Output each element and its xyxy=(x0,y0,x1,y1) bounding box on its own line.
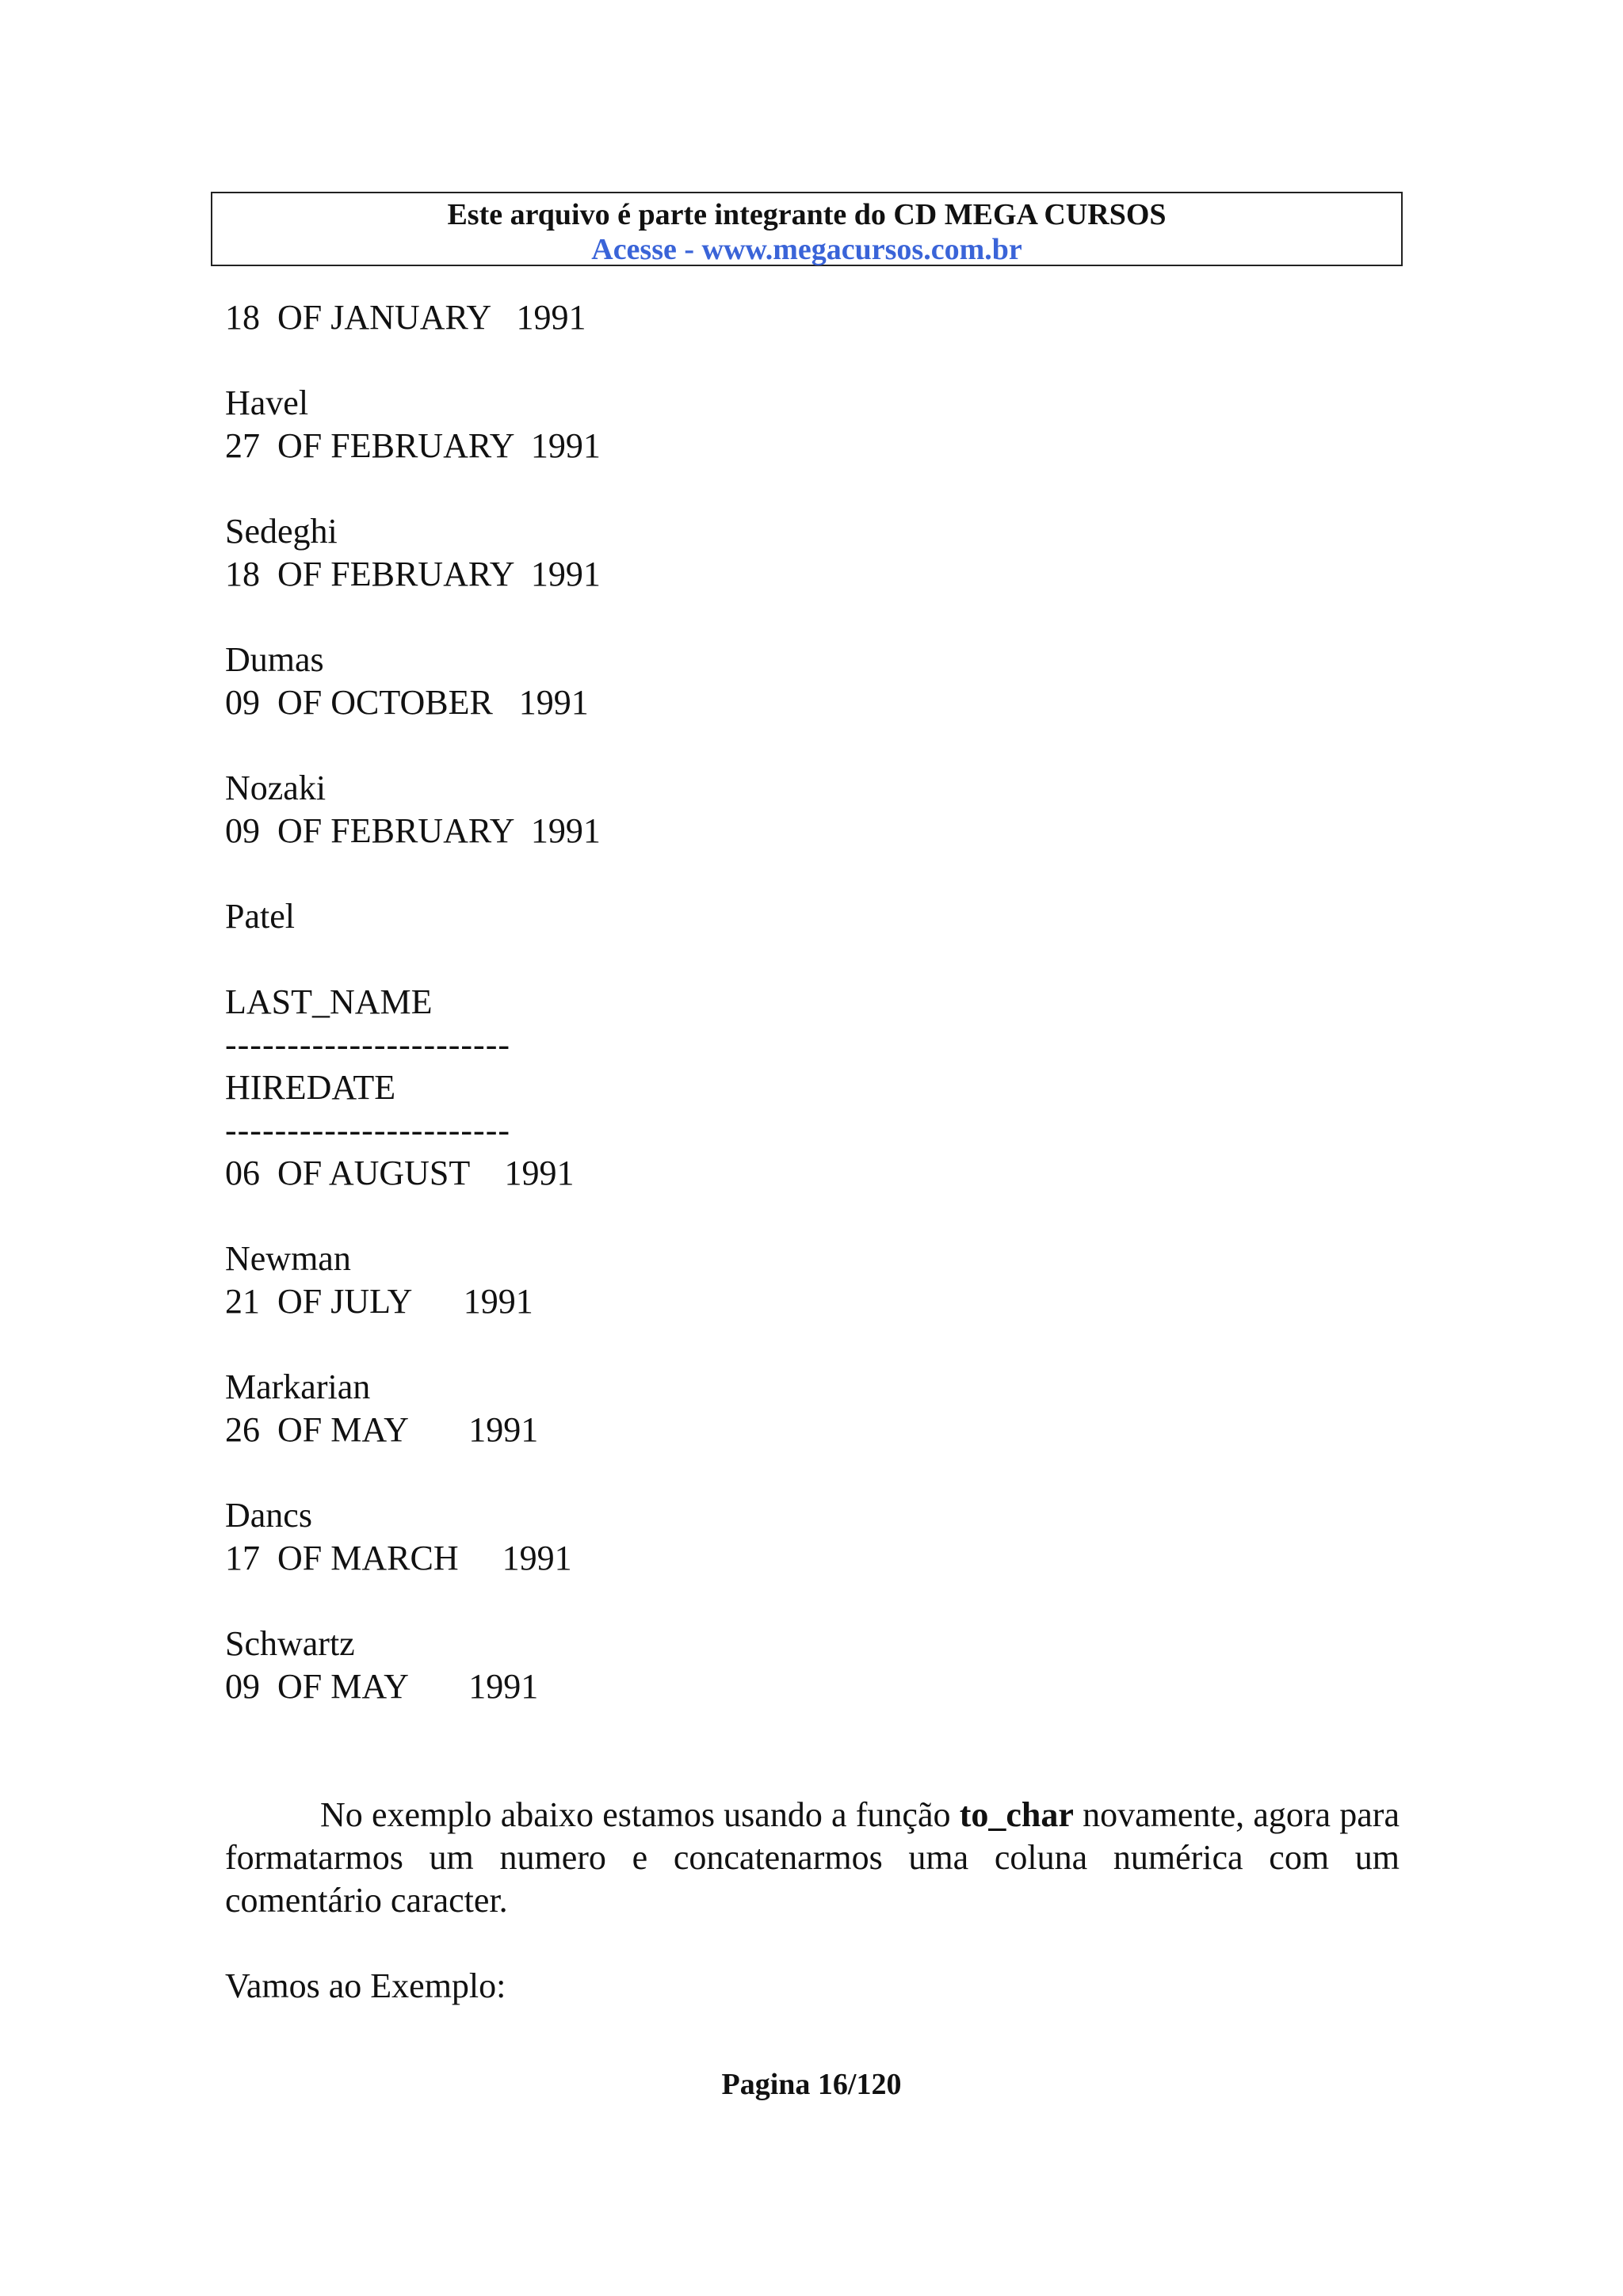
blank-line xyxy=(225,938,1414,981)
output-line: 27 OF FEBRUARY 1991 xyxy=(225,426,601,465)
paragraph-text: novamente, agora para formatarmos um numero e concatenarmos uma coluna numérica com um comentário caracter. xyxy=(225,1795,1400,1920)
output-line: 06 OF AUGUST 1991 xyxy=(225,1154,575,1192)
blank-line xyxy=(225,467,1414,510)
header-link[interactable]: Acesse - www.megacursos.com.br xyxy=(591,233,1022,266)
column-separator: ----------------------- xyxy=(225,1111,511,1150)
output-line: Schwartz xyxy=(225,1624,355,1663)
paragraph-text: No exemplo abaixo estamos usando a função xyxy=(320,1795,960,1834)
column-separator: ----------------------- xyxy=(225,1025,511,1064)
output-line: 09 OF FEBRUARY 1991 xyxy=(225,811,601,850)
blank-line xyxy=(225,596,1414,639)
output-line: 18 OF JANUARY 1991 xyxy=(225,298,586,337)
output-line: Newman xyxy=(225,1239,351,1278)
column-header-hiredate: HIREDATE xyxy=(225,1068,396,1107)
blank-line xyxy=(225,1580,1414,1623)
output-line: 18 OF FEBRUARY 1991 xyxy=(225,555,601,593)
example-lead-in: Vamos ao Exemplo: xyxy=(225,1966,506,2005)
header-box xyxy=(211,192,1403,266)
output-line: 21 OF JULY 1991 xyxy=(225,1282,533,1321)
output-line: 09 OF MAY 1991 xyxy=(225,1667,539,1706)
explanation-paragraph xyxy=(225,1794,1400,1922)
output-line: Dancs xyxy=(225,1496,312,1535)
output-line: 26 OF MAY 1991 xyxy=(225,1410,539,1449)
output-line: 17 OF MARCH 1991 xyxy=(225,1539,572,1577)
blank-line xyxy=(225,1323,1414,1366)
query-output xyxy=(225,296,1414,1708)
output-line: Markarian xyxy=(225,1367,371,1406)
page-number: Pagina 16/120 xyxy=(721,2068,902,2101)
output-line: Havel xyxy=(225,383,309,422)
blank-line xyxy=(225,1451,1414,1494)
blank-line xyxy=(225,852,1414,895)
output-line: Dumas xyxy=(225,640,324,679)
blank-line xyxy=(225,1195,1414,1238)
output-line: 09 OF OCTOBER 1991 xyxy=(225,683,589,722)
header-title: Este arquivo é parte integrante do CD MEGA CURSOS xyxy=(447,198,1167,231)
output-line: Sedeghi xyxy=(225,512,338,551)
blank-line xyxy=(225,339,1414,382)
column-header-last-name: LAST_NAME xyxy=(225,982,433,1021)
blank-line xyxy=(225,724,1414,767)
output-line: Patel xyxy=(225,897,295,936)
output-line: Nozaki xyxy=(225,769,327,807)
function-name: to_char xyxy=(959,1795,1074,1834)
